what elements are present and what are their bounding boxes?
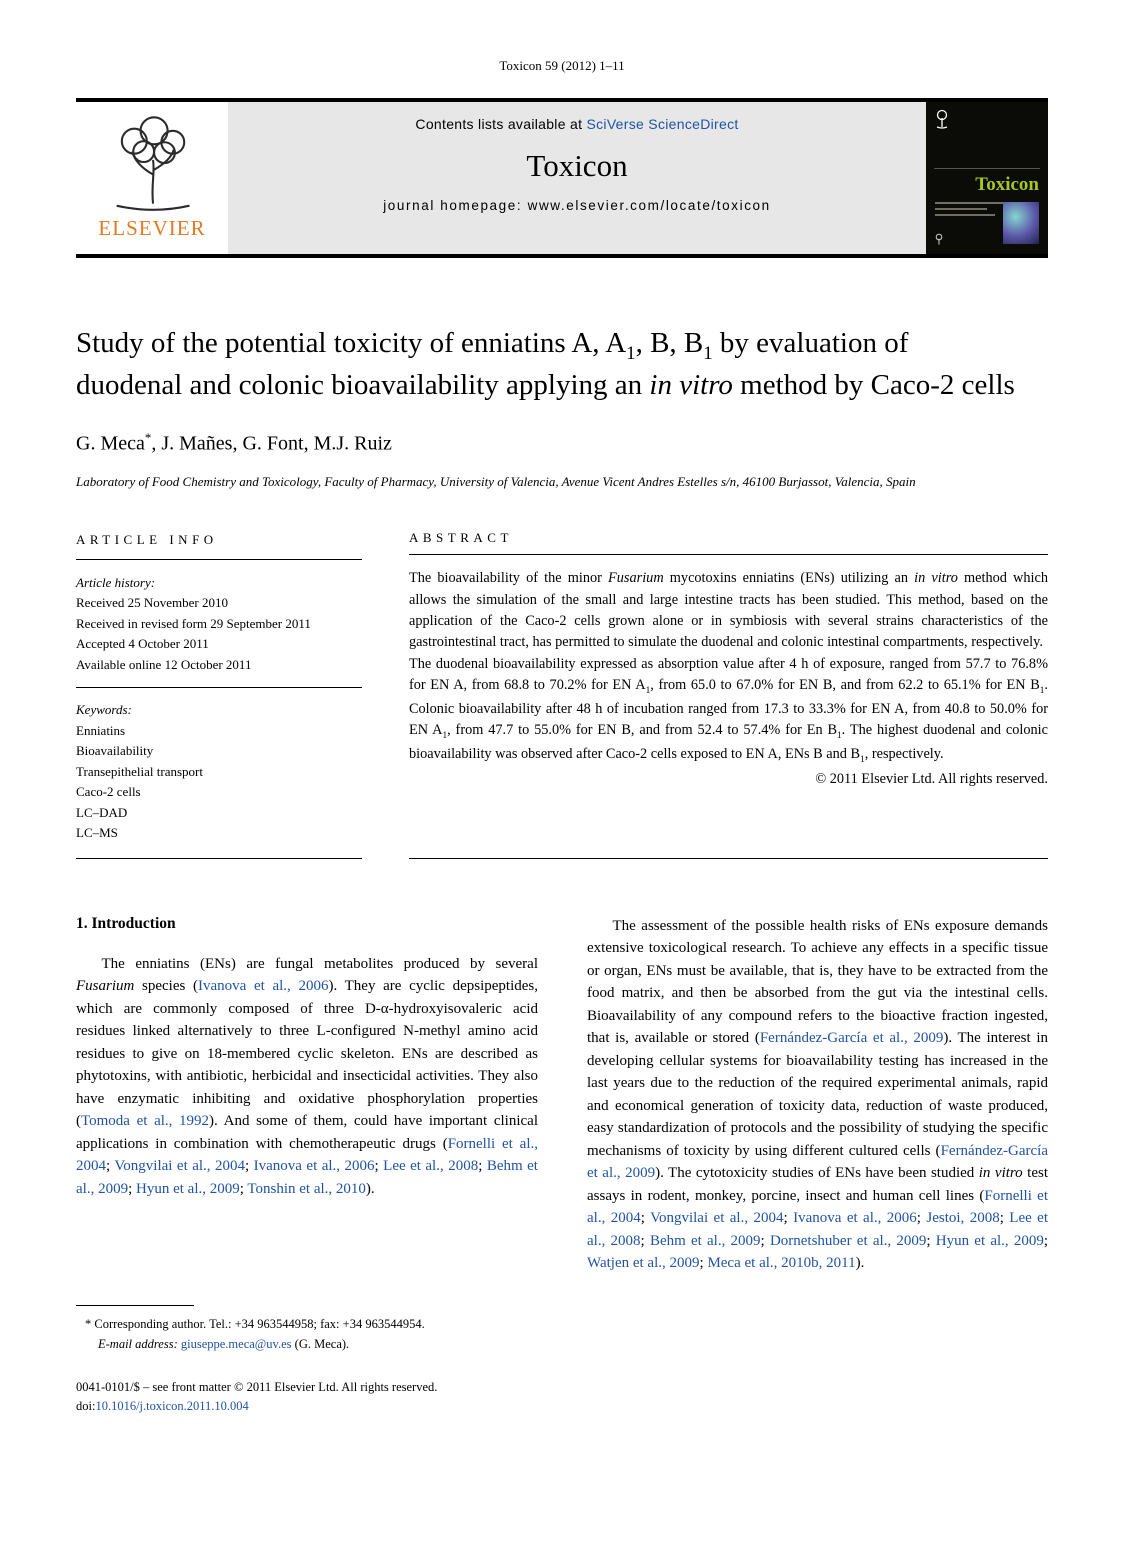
homepage-prefix: journal homepage: xyxy=(383,198,528,213)
citation-link[interactable]: Hyun et al., 2009 xyxy=(935,1232,1044,1249)
text-segment: 1 xyxy=(1039,686,1045,697)
intro-right-paragraph xyxy=(587,915,1048,1275)
text-segment: 1 xyxy=(626,342,636,364)
cover-text-line xyxy=(935,214,995,216)
citation-link[interactable]: Behm et al., 2009 xyxy=(649,1232,761,1249)
footnote-rule xyxy=(76,1305,194,1306)
keywords-block xyxy=(76,700,362,844)
cover-divider xyxy=(934,168,1040,169)
text-segment: 1 xyxy=(703,342,713,364)
history-item: Accepted 4 October 2011 xyxy=(76,636,209,652)
contents-line xyxy=(228,116,926,132)
text-segment: , respectively. xyxy=(864,746,944,763)
text-segment: 1 xyxy=(860,755,865,766)
text-segment: G. Meca xyxy=(76,433,145,456)
copyright-line: © 2011 Elsevier Ltd. All rights reserved. xyxy=(815,771,1048,788)
frontmatter-doi-line xyxy=(76,1397,1048,1416)
text-segment: ; xyxy=(699,1255,708,1272)
elsevier-wordmark: ELSEVIER xyxy=(98,216,206,240)
text-segment: ; xyxy=(640,1232,650,1249)
citation-link[interactable]: Hyun et al., 2009 xyxy=(136,1180,240,1197)
citation-link[interactable]: Watjen et al., 2009 xyxy=(587,1255,700,1272)
text-segment: method which allows the simulation of the small and large intestine tracts has been studied. This method, based on the application of the Caco-2 cells grown alone or in symbiosis with several strains characteristics of the gastrointestinal tract, has permitted to simulate the duodenal and colonic intestinal compartments, respectively. xyxy=(409,570,1048,651)
text-segment: Study of the potential toxicity of enniatins A, A xyxy=(76,327,627,359)
text-segment: * Corresponding author. Tel.: +34 963544958; fax: +34 963544954. xyxy=(85,1316,425,1331)
frontmatter-line: 0041-0101/$ – see front matter © 2011 Elsevier Ltd. All rights reserved. xyxy=(76,1379,438,1394)
text-segment: ; xyxy=(374,1158,384,1175)
text-segment: ; xyxy=(239,1180,248,1197)
text-segment: * xyxy=(144,430,152,446)
text-segment: , B, B xyxy=(635,327,704,359)
footnote-block xyxy=(76,1305,538,1354)
text-segment: 1 xyxy=(837,731,842,742)
text-segment: Fusarium xyxy=(608,570,664,587)
text-segment: ; xyxy=(926,1232,936,1249)
authors-line xyxy=(76,430,1048,456)
text-segment: mycotoxins enniatins (ENs) utilizing an xyxy=(663,570,915,587)
masthead xyxy=(76,102,1048,254)
history-item: Received 25 November 2010 xyxy=(76,595,228,611)
cover-elsevier-icon xyxy=(934,109,950,129)
cover-photo xyxy=(1003,202,1039,244)
email-link[interactable]: giuseppe.meca@uv.es xyxy=(180,1336,292,1351)
text-segment: ). The cytotoxicity studies of ENs have been studied xyxy=(655,1165,979,1182)
text-segment: ; xyxy=(999,1210,1010,1227)
citation-link[interactable]: Vongvilai et al., 2004 xyxy=(650,1210,784,1227)
article-info-column xyxy=(76,530,362,859)
text-segment: The bioavailability of the minor xyxy=(409,570,609,587)
keyword-item: LC–MS xyxy=(76,825,118,841)
intro-left-paragraph xyxy=(76,953,538,1201)
cover-footer-icon xyxy=(934,233,944,246)
text-segment: ). And some of them, could have important clinical applications in combination with chemotherapeutic drugs ( xyxy=(76,1113,538,1152)
history-item: Received in revised form 29 September 2011 xyxy=(76,615,311,631)
text-segment: Fusarium xyxy=(76,978,135,995)
elsevier-tree-icon xyxy=(100,110,204,214)
citation-link[interactable]: Fernández-García et al., 2009 xyxy=(759,1030,944,1047)
citation-link[interactable]: Fornelli et al., 2004 xyxy=(76,1135,538,1175)
intro-heading: 1. Introduction xyxy=(76,914,176,932)
text-segment: ). xyxy=(855,1255,865,1272)
text-segment: ; xyxy=(916,1210,927,1227)
article-history-label: Article history: xyxy=(76,574,156,590)
introduction-section xyxy=(76,915,1048,1275)
frontmatter-block xyxy=(76,1378,1048,1417)
cover-text-line xyxy=(935,208,987,210)
citation-link[interactable]: Ivanova et al., 2006 xyxy=(253,1158,375,1175)
cover-text-line xyxy=(935,202,1005,204)
citation-link[interactable]: Tonshin et al., 2010 xyxy=(247,1180,366,1197)
affiliation-line: Laboratory of Food Chemistry and Toxicology, Faculty of Pharmacy, University of Valencia, Avenue Vicent Andres Estelles s/n, 46100 Burjassot, Valencia, Spain xyxy=(76,474,916,490)
keyword-item: Caco-2 cells xyxy=(76,784,141,800)
article-title xyxy=(76,324,1016,404)
text-segment: The enniatins (ENs) are fungal metabolites produced by several xyxy=(101,955,538,972)
abstract-heading: ABSTRACT xyxy=(409,530,1048,555)
citation-link[interactable]: Ivanova et al., 2006 xyxy=(198,978,329,995)
text-segment: in vitro xyxy=(978,1165,1023,1182)
text-segment: . The highest duodenal and colonic bioavailability was observed after Caco-2 cells exposed to EN A, ENs B and B xyxy=(409,722,1048,763)
cover-journal-title: Toxicon xyxy=(975,174,1039,195)
text-segment: , J. Mañes, G. Font, M.J. Ruiz xyxy=(151,433,392,456)
history-item: Available online 12 October 2011 xyxy=(76,656,252,672)
text-segment: 1 xyxy=(645,686,651,697)
keyword-item: Transepithelial transport xyxy=(76,763,203,779)
abstract-paragraph-1 xyxy=(409,568,1048,654)
text-segment: ; xyxy=(106,1158,115,1175)
text-segment: , from 65.0 to 67.0% for EN B, and from 62.2 to 65.1% for EN B xyxy=(650,677,1040,694)
citation-link[interactable]: Behm et al., 2009 xyxy=(76,1158,538,1197)
doi-link[interactable]: 10.1016/j.toxicon.2011.10.004 xyxy=(95,1399,249,1414)
footnote-corresponding-author xyxy=(76,1314,538,1334)
text-segment: ). xyxy=(365,1180,375,1197)
citation-link[interactable]: Lee et al., 2008 xyxy=(383,1158,479,1175)
masthead-center xyxy=(228,102,926,254)
article-info-heading: ARTICLE INFO xyxy=(76,530,362,560)
journal-homepage-link[interactable]: www.elsevier.com/locate/toxicon xyxy=(527,198,771,213)
keyword-item: LC–DAD xyxy=(76,804,128,820)
info-abstract-section xyxy=(76,530,1048,859)
text-segment: ). They are cyclic depsipeptides, which are commonly composed of three D-α-hydroxyisovaleric acid residues linked alternatively to three L-configured N-methyl amino acid residues to give on 18-membered cyclic skeleton. ENs are described as phytotoxins, with antibiotic, herbicidal and insecticidal activities. They also have enzymatic inhibiting and oxidative phosphorylation properties ( xyxy=(76,978,538,1130)
footnote-email-line xyxy=(76,1334,538,1354)
citation-link[interactable]: Jestoi, 2008 xyxy=(926,1210,1000,1227)
journal-title: Toxicon xyxy=(526,148,628,183)
text-segment: The duodenal bioavailability expressed as absorption value after 4 h of exposure, ranged from 57.7 to 76.8% for EN A, from 68.8 to 70.2% for EN A xyxy=(409,655,1048,694)
text-segment: ; xyxy=(128,1180,136,1197)
citation-link[interactable]: Meca et al., 2010b, 2011 xyxy=(707,1255,856,1272)
abstract-column xyxy=(409,530,1048,859)
abstract-paragraph-2 xyxy=(409,654,1048,768)
text-segment: ; xyxy=(783,1210,794,1227)
citation-link[interactable]: Tomoda et al., 1992 xyxy=(81,1113,210,1130)
homepage-line xyxy=(228,198,926,213)
text-segment: E-mail address: xyxy=(98,1336,178,1351)
text-segment: ; xyxy=(245,1158,254,1175)
journal-cover-thumbnail xyxy=(926,102,1048,254)
text-segment: doi: xyxy=(76,1399,96,1414)
masthead-bottom-rule xyxy=(76,254,1048,258)
text-segment: ; xyxy=(640,1210,651,1227)
text-segment: in vitro xyxy=(649,368,733,401)
text-segment: , from 47.7 to 55.0% for EN B, and from 52.4 to 57.4% for En B xyxy=(447,722,838,739)
keyword-item: Enniatins xyxy=(76,722,126,738)
text-segment: . Colonic bioavailability after 48 h of incubation ranged from 17.3 to 33.3% for EN A, from 40.8 to 50.0% for EN A xyxy=(409,677,1048,739)
text-segment: Contents lists available at xyxy=(415,116,587,132)
text-segment: ; xyxy=(760,1232,770,1249)
citation-link[interactable]: Fornelli et al., 2004 xyxy=(587,1187,1049,1227)
text-segment: ). The interest in developing cellular systems for bioavailability testing has increased in the last years due to the reduction of the required experimental animals, rapid and economical generation of toxicity data, reduction of waste produced, easy standardization of protocols and the possibility of studying the specific mechanisms of toxicity by using different cultured cells ( xyxy=(587,1030,1048,1159)
citation-link[interactable]: Vongvilai et al., 2004 xyxy=(114,1158,245,1175)
citation-link[interactable]: Fernández-García et al., 2009 xyxy=(587,1142,1048,1182)
text-segment: The assessment of the possible health risks of ENs exposure demands extensive toxicological research. To achieve any effects in a specific tissue or organ, ENs must be available, that is, they have to be extracted from the food matrix, and then be absorbed from the gut via the intestinal cells. Bioavailability of any compound refers to the bioactive fraction ingested, that is, available or stored ( xyxy=(587,917,1048,1047)
text-segment: in vitro xyxy=(914,570,958,587)
citation-link[interactable]: Lee et al., 2008 xyxy=(587,1210,1048,1249)
body-column-left xyxy=(76,915,538,1275)
elsevier-logo xyxy=(76,102,228,254)
text-segment: species ( xyxy=(134,978,198,995)
text-segment: by evaluation of duodenal and colonic bioavailability applying an xyxy=(76,327,909,401)
text-segment: ; xyxy=(478,1158,487,1175)
text-segment: test assays in rodent, monkey, porcine, insect and human cell lines ( xyxy=(587,1165,1048,1204)
body-column-right xyxy=(587,915,1048,1275)
text-segment: (G. Meca). xyxy=(291,1336,350,1351)
citation-link[interactable]: Ivanova et al., 2006 xyxy=(793,1210,917,1227)
sciverse-sciencedirect-link[interactable]: SciVerse ScienceDirect xyxy=(586,116,739,132)
text-segment: method by Caco-2 cells xyxy=(732,368,1015,401)
citation-link[interactable]: Dornetshuber et al., 2009 xyxy=(769,1232,927,1249)
article-history-block xyxy=(76,573,362,689)
keyword-item: Bioavailability xyxy=(76,743,154,759)
text-segment: 1 xyxy=(442,731,448,742)
journal-citation: Toxicon 59 (2012) 1–11 xyxy=(499,58,625,73)
keywords-label: Keywords: xyxy=(76,702,132,718)
text-segment: ; xyxy=(1043,1232,1049,1249)
